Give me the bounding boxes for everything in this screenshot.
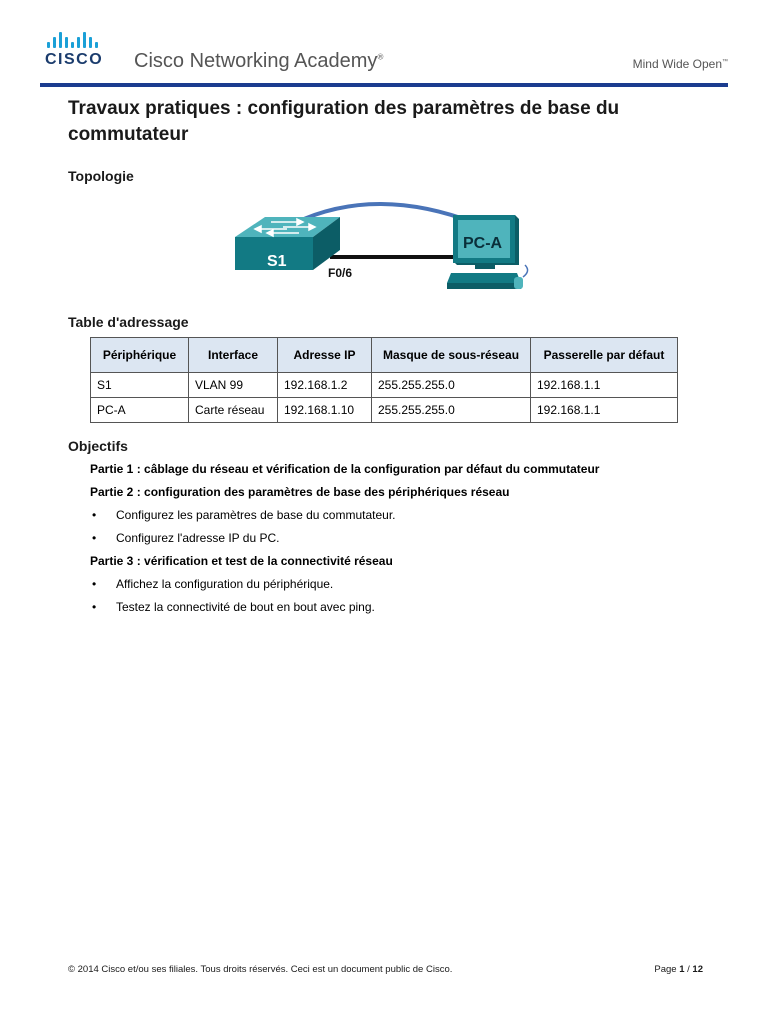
table-row <box>91 398 678 423</box>
list-item-text: Configurez les paramètres de base du commutateur. <box>116 508 396 522</box>
table-cell: Carte réseau <box>189 398 278 423</box>
address-table <box>90 337 678 423</box>
objectives-heading: Objectifs <box>68 438 128 454</box>
switch-s1-icon <box>235 217 340 270</box>
objective-part-1: Partie 1 : câblage du réseau et vérification de la configuration par défaut du commutateur <box>90 462 600 476</box>
table-cell: 192.168.1.1 <box>531 398 678 423</box>
list-item-text: Testez la connectivité de bout en bout avec ping. <box>116 600 375 614</box>
table-cell: 192.168.1.10 <box>278 398 372 423</box>
port-label: F0/6 <box>328 266 353 280</box>
table-header-row <box>91 338 678 373</box>
table-row <box>91 373 678 398</box>
col-header: Interface <box>189 338 278 373</box>
objective-part-3: Partie 3 : vérification et test de la connectivité réseau <box>90 554 393 568</box>
table-cell: VLAN 99 <box>189 373 278 398</box>
list-item-text: Affichez la configuration du périphérique. <box>116 577 334 591</box>
switch-label: S1 <box>267 253 287 270</box>
table-cell: 192.168.1.2 <box>278 373 372 398</box>
tagline: Mind Wide Open™ <box>632 57 728 71</box>
list-item <box>90 508 730 522</box>
col-header: Périphérique <box>91 338 189 373</box>
pc-a-icon <box>447 215 528 289</box>
list-item <box>90 577 730 591</box>
table-cell: PC-A <box>91 398 189 423</box>
page-header <box>0 0 768 90</box>
page-number: Page 1 / 12 <box>654 964 703 975</box>
copyright-text: © 2014 Cisco et/ou ses filiales. Tous droits réservés. Ceci est un document public de Cisco. <box>68 964 453 975</box>
address-table-heading: Table d'adressage <box>68 314 189 330</box>
table-cell: 255.255.255.0 <box>372 398 531 423</box>
page-footer <box>68 964 703 975</box>
topology-heading: Topologie <box>68 168 134 184</box>
list-item <box>90 531 730 545</box>
header-rule <box>40 83 728 87</box>
table-cell: 192.168.1.1 <box>531 373 678 398</box>
col-header: Masque de sous-réseau <box>372 338 531 373</box>
bullet-icon: • <box>92 600 97 614</box>
pc-label: PC-A <box>463 235 503 252</box>
objective-part-2: Partie 2 : configuration des paramètres de base des périphériques réseau <box>90 485 510 499</box>
col-header: Passerelle par défaut <box>531 338 678 373</box>
academy-name: Cisco Networking Academy® <box>134 50 384 72</box>
bullet-icon: • <box>92 508 97 522</box>
cisco-logo-text: CISCO <box>45 51 104 68</box>
cisco-logo-bars <box>47 30 120 48</box>
topology-diagram <box>225 195 545 300</box>
objectives-list <box>90 462 730 623</box>
bullet-icon: • <box>92 531 97 545</box>
col-header: Adresse IP <box>278 338 372 373</box>
list-item-text: Configurez l'adresse IP du PC. <box>116 531 280 545</box>
table-cell: S1 <box>91 373 189 398</box>
cisco-logo <box>45 30 120 70</box>
list-item <box>90 600 730 614</box>
page-title: Travaux pratiques : configuration des paramètres de base du commutateur <box>68 98 620 145</box>
bullet-icon: • <box>92 577 97 591</box>
table-cell: 255.255.255.0 <box>372 373 531 398</box>
